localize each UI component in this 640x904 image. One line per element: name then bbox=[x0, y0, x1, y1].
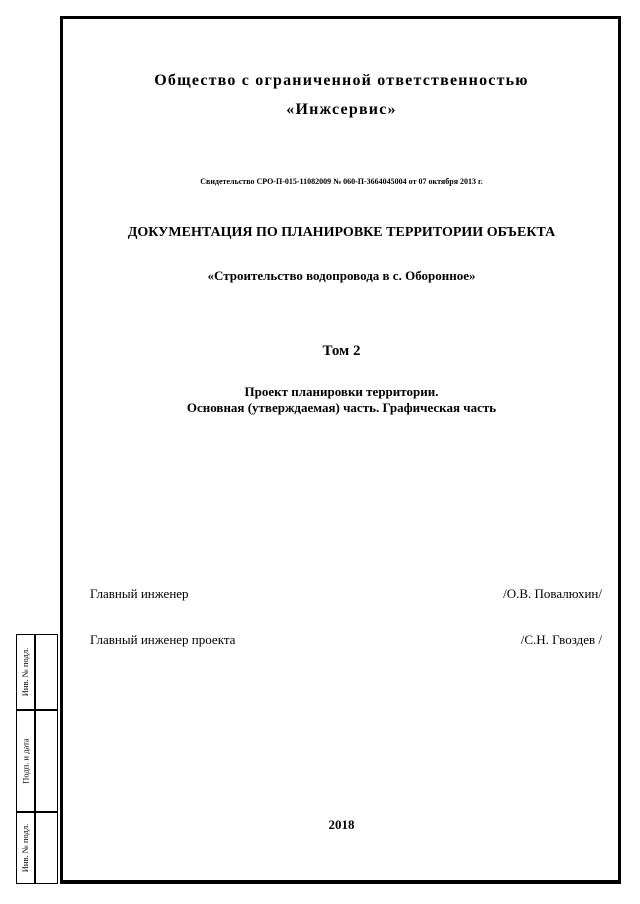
organization-name-line2: «Инжсервис» bbox=[286, 101, 397, 118]
signature-role-chief-engineer: Главный инженер bbox=[90, 586, 189, 601]
document-subtitle: «Строительство водопровода в с. Оборонное» bbox=[207, 268, 476, 283]
stamp-label: Инв. № подл. bbox=[20, 647, 31, 697]
document-year: 2018 bbox=[328, 817, 355, 832]
volume-label: Том 2 bbox=[322, 343, 361, 359]
volume-part-line1: Проект планировки территории. bbox=[244, 384, 439, 399]
certificate-text: Свидетельство СРО-П-015-11082009 № 060-П-3664045004 от 07 октября 2013 г. bbox=[200, 177, 483, 186]
signature-name-chief-engineer: /О.В. Повалюхин/ bbox=[503, 586, 602, 601]
stamp-divider-vertical bbox=[34, 635, 36, 883]
document-title: ДОКУМЕНТАЦИЯ ПО ПЛАНИРОВКЕ ТЕРРИТОРИИ ОБЪЕКТА bbox=[127, 225, 556, 240]
signature-role-chief-project-engineer: Главный инженер проекта bbox=[90, 632, 236, 647]
signature-name-chief-project-engineer: /С.Н. Гвоздев / bbox=[520, 632, 602, 647]
stamp-label: Инв. № подл. bbox=[20, 823, 31, 873]
side-stamp bbox=[16, 634, 58, 884]
organization-name-line1: Общество с ограниченной ответственностью bbox=[154, 72, 529, 89]
stamp-cell-signature-date bbox=[17, 711, 34, 811]
volume-part-line2: Основная (утверждаемая) часть. Графическая часть bbox=[186, 400, 497, 415]
page-frame bbox=[60, 16, 621, 884]
stamp-cell-inventory-original bbox=[17, 635, 34, 709]
stamp-label: Подп. и дата bbox=[20, 738, 31, 784]
stamp-cell-inventory-number bbox=[17, 813, 34, 883]
